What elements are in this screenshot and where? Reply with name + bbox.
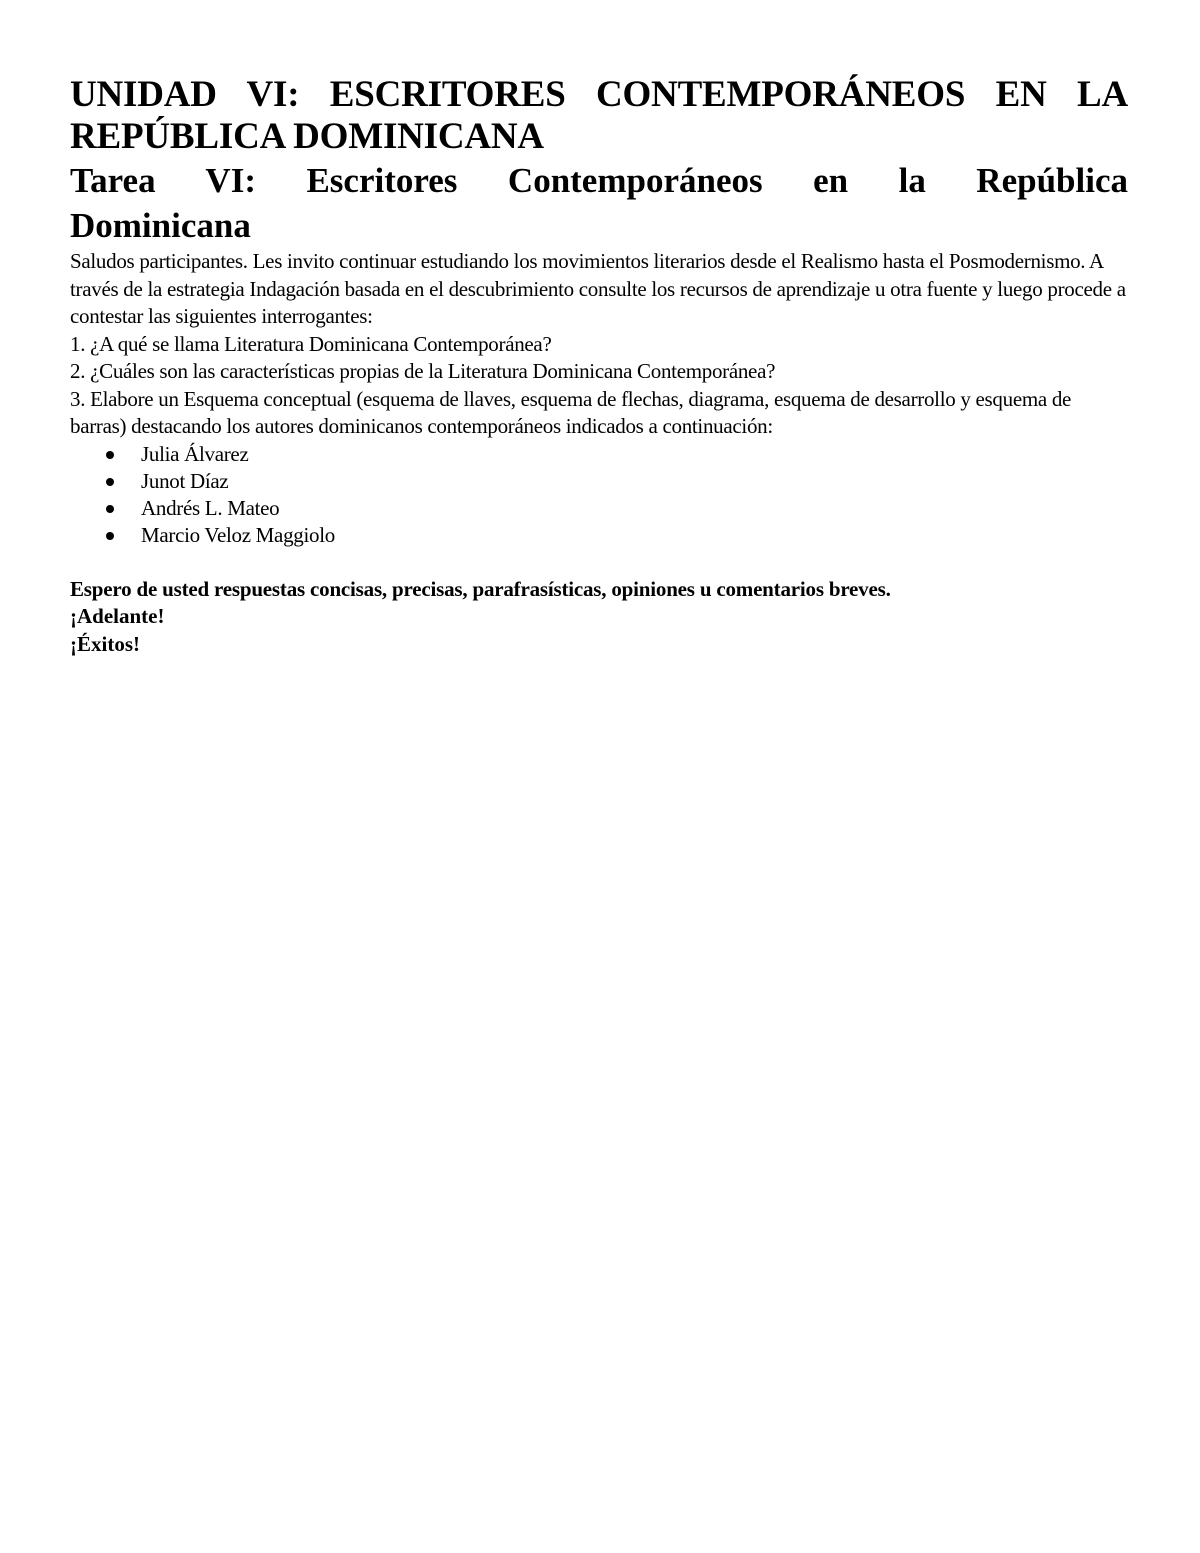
bullet-icon [106, 505, 114, 513]
question-list [70, 331, 1128, 441]
document-page [70, 74, 1128, 658]
author-item [70, 522, 1128, 549]
cheer-adelante: ¡Adelante! [70, 604, 165, 628]
author-name: Andrés L. Mateo [141, 495, 280, 520]
author-name: Junot Díaz [141, 468, 229, 493]
cheer-exitos: ¡Éxitos! [70, 631, 140, 656]
author-item [70, 468, 1128, 495]
bullet-icon [106, 532, 114, 540]
question-item-2: 2. ¿Cuáles son las características propias de la Literatura Dominicana Contemporánea? [70, 359, 776, 383]
task-title [70, 158, 1128, 248]
author-name: Marcio Veloz Maggiolo [141, 522, 335, 547]
author-name: Julia Álvarez [141, 441, 249, 466]
task-title-line-1: Tarea VI: Escritores Contemporáneos en la República [70, 161, 1128, 200]
task-title-line-2: Dominicana [70, 206, 251, 245]
author-item [70, 441, 1128, 468]
author-list [70, 441, 1128, 549]
author-item [70, 495, 1128, 522]
closing-statement: Espero de usted respuestas concisas, precisas, parafrasísticas, opiniones u comentarios breves. [70, 576, 891, 601]
bullet-icon [106, 451, 114, 459]
bullet-icon [106, 478, 114, 486]
intro-paragraph: Saludos participantes. Les invito continuar estudiando los movimientos literarios desde el Realismo hasta el Posmodernismo. A través de la estrategia Indagación basada en el descubrimiento consulte los recursos de aprendizaje u otra fuente y luego procede a contestar las siguientes interrogantes: [70, 249, 1126, 328]
question-item-1: 1. ¿A qué se llama Literatura Dominicana Contemporánea? [70, 331, 552, 356]
unit-title: UNIDAD VI: ESCRITORES CONTEMPORÁNEOS EN LA REPÚBLICA DOMINICANA [70, 74, 1128, 157]
question-item-3: 3. Elabore un Esquema conceptual (esquema de llaves, esquema de flechas, diagrama, esquema de desarrollo y esquema de barras) destacando los autores dominicanos contemporáneos indicados a continuación: [70, 386, 1072, 438]
